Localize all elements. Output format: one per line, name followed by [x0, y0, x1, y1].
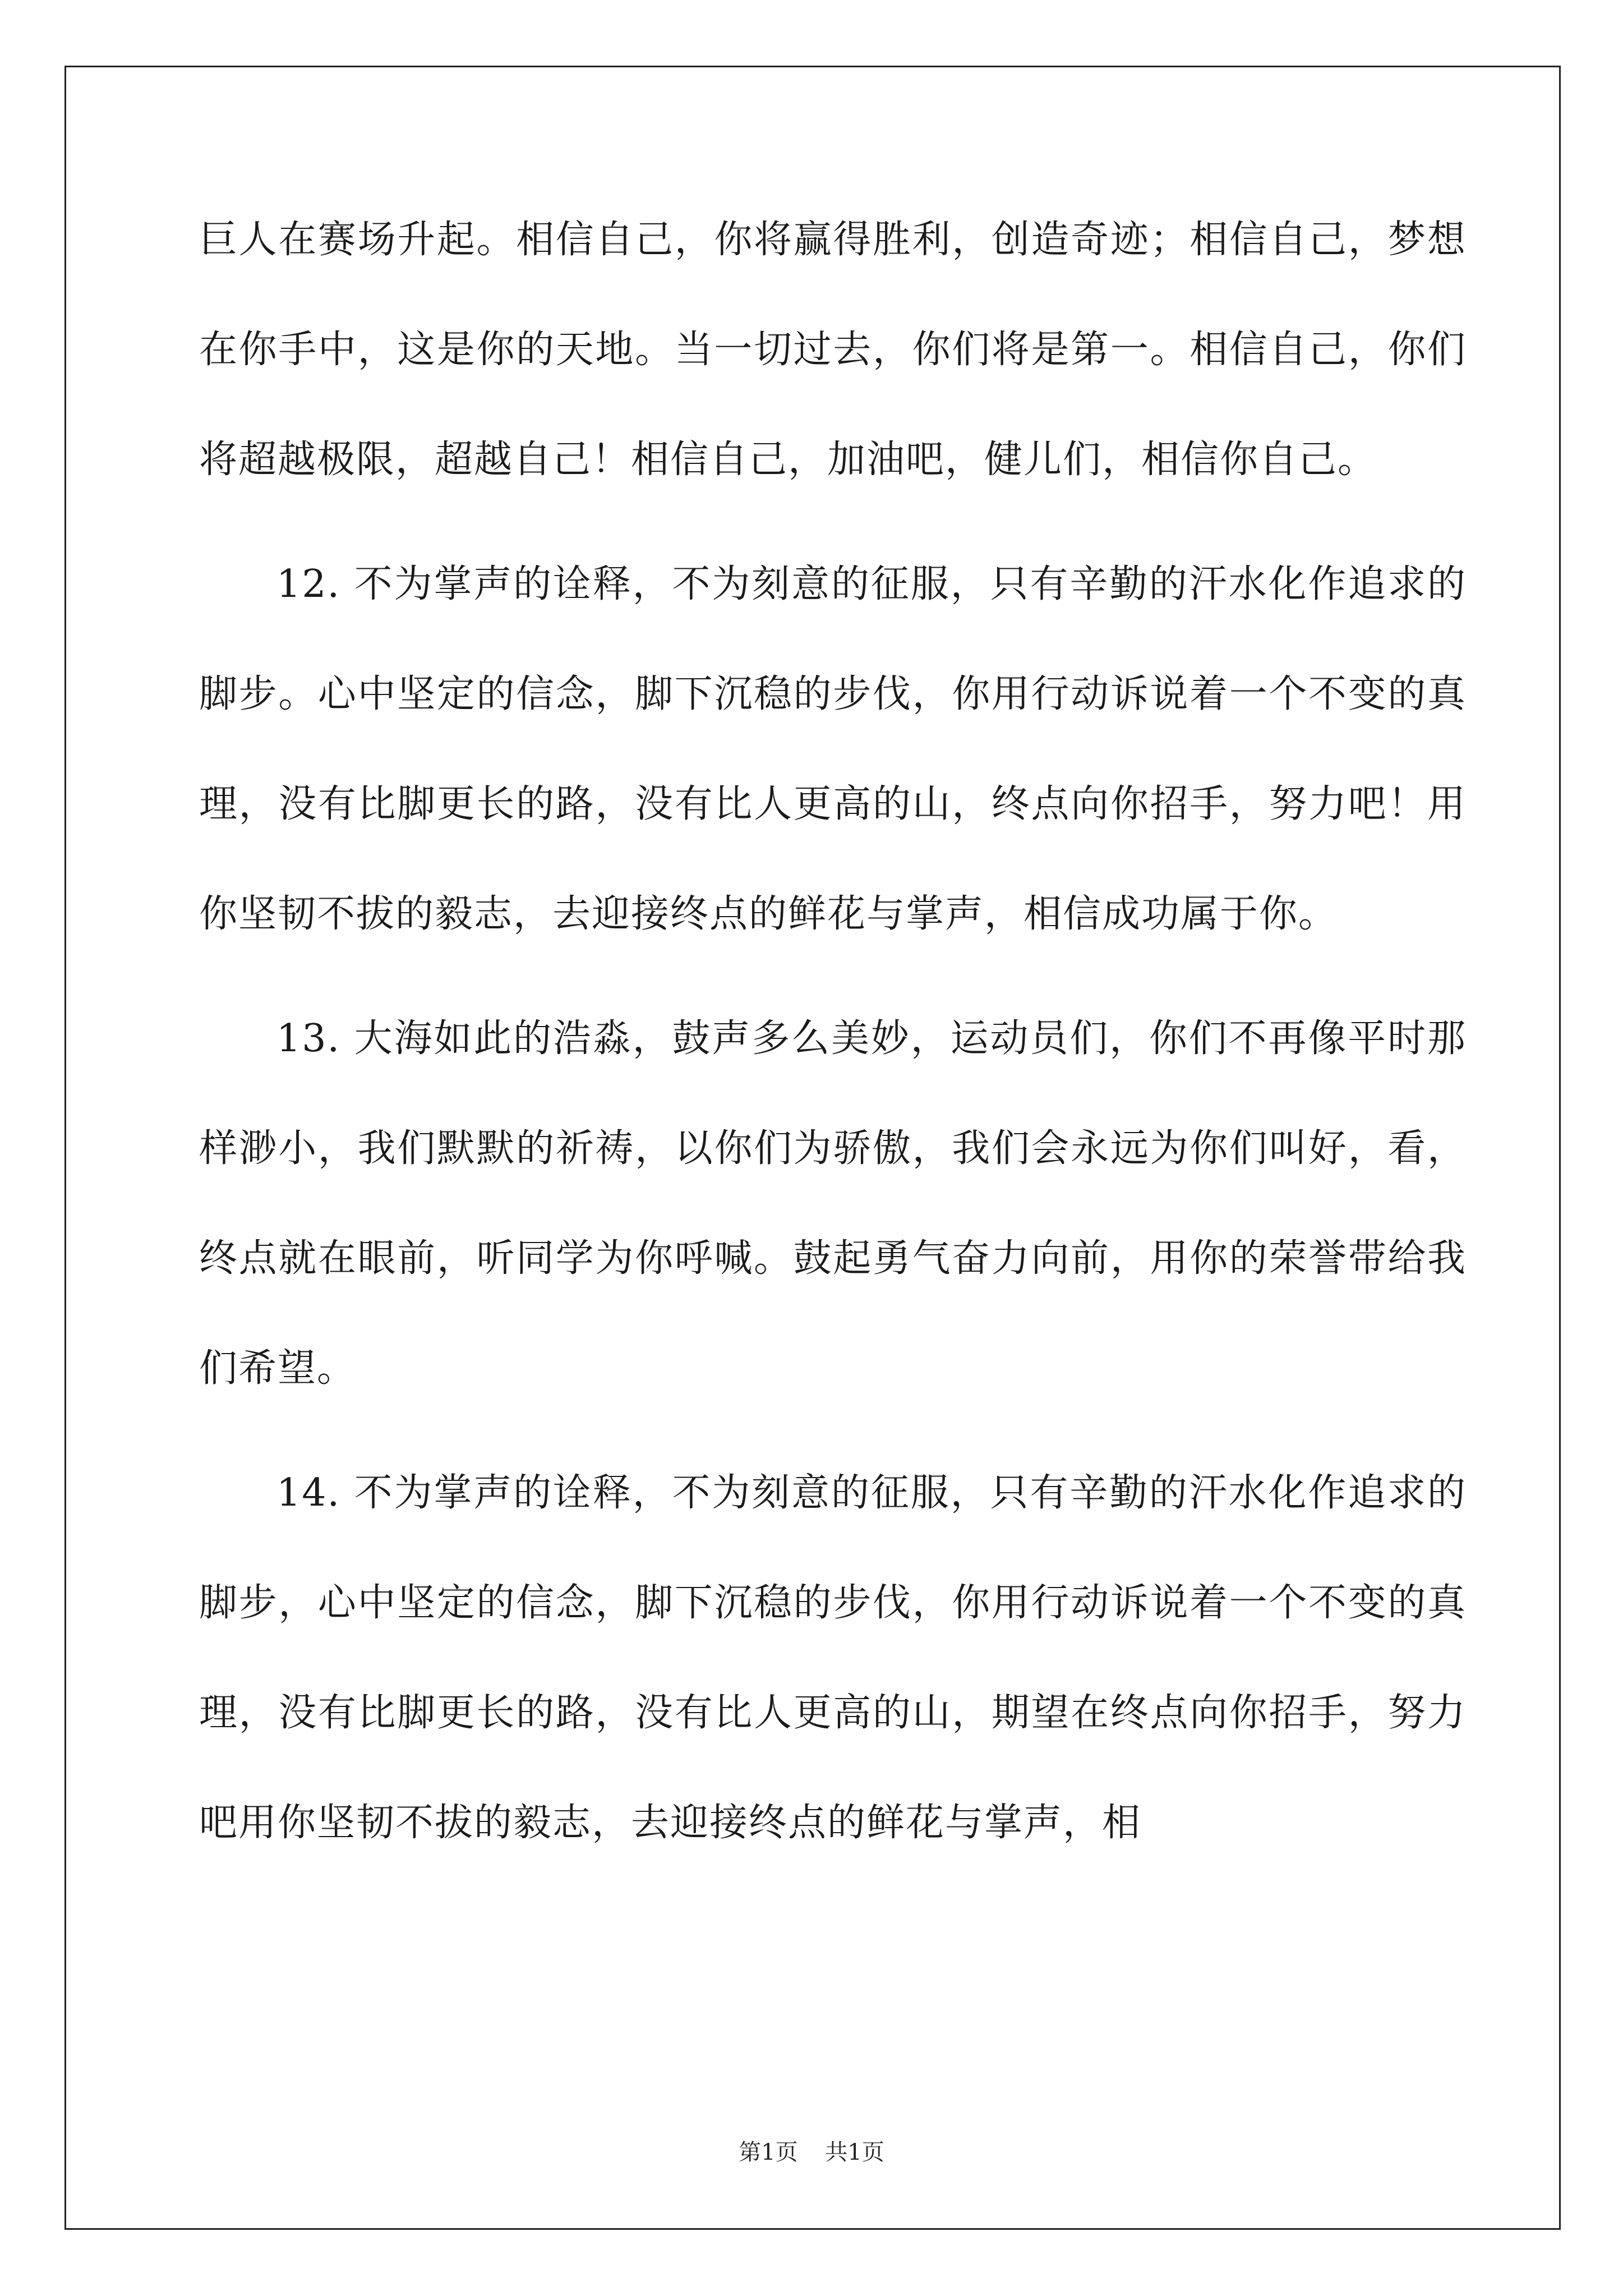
paragraph-item-12: 12. 不为掌声的诠释，不为刻意的征服，只有辛勤的汗水化作追求的脚步。心中坚定的信念，脚下沉稳的步伐，你用行动诉说着一个不变的真理，没有比脚更长的路，没有比人更高的山，终点向你招手，努力吧！用你坚韧不拔的毅志，去迎接终点的鲜花与掌声，相信成功属于你。	[199, 562, 1467, 936]
page-footer	[0, 2134, 1623, 2166]
paragraph-item-14: 14. 不为掌声的诠释，不为刻意的征服，只有辛勤的汗水化作追求的脚步，心中坚定的信念，脚下沉稳的步伐，你用行动诉说着一个不变的真理，没有比脚更长的路，没有比人更高的山，期望在终点向你招手，努力吧用你坚韧不拔的毅志，去迎接终点的鲜花与掌声，相	[199, 1471, 1467, 1845]
page-total: 共1页	[825, 2139, 884, 2165]
paragraph-item-13: 13. 大海如此的浩淼，鼓声多么美妙，运动员们，你们不再像平时那样渺小，我们默默的祈祷，以你们为骄傲，我们会永远为你们叫好，看，终点就在眼前，听同学为你呼喊。鼓起勇气奋力向前，用你的荣誉带给我们希望。	[199, 1016, 1467, 1391]
page-number: 第1页	[739, 2139, 798, 2165]
document-body	[199, 185, 1467, 1893]
paragraph-continuation: 巨人在赛场升起。相信自己，你将赢得胜利，创造奇迹；相信自己，梦想在你手中，这是你的天地。当一切过去，你们将是第一。相信自己，你们将超越极限，超越自己！相信自己，加油吧，健儿们，相信你自己。	[199, 218, 1467, 482]
